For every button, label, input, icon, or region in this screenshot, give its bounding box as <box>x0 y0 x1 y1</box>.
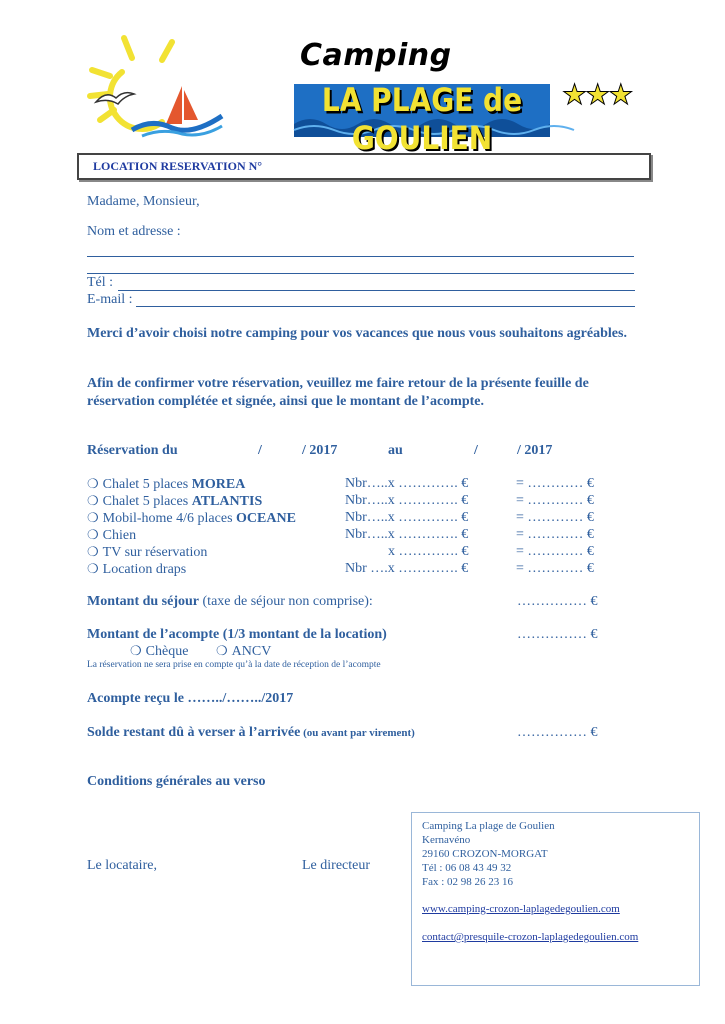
checkbox-icon[interactable]: ❍ <box>87 561 99 576</box>
checkbox-icon[interactable]: ❍ <box>87 510 99 525</box>
acompte-notice: La réservation ne sera prise en compte qu’à la date de réception de l’acompte <box>87 660 381 670</box>
item-quantity[interactable]: Nbr ….x …………. € <box>345 561 469 576</box>
contact-box <box>411 812 700 986</box>
contact-name: Camping La plage de Goulien <box>422 820 555 832</box>
contact-fax: Fax : 02 98 26 23 16 <box>422 876 514 888</box>
item-quantity[interactable]: Nbr…..x …………. € <box>345 510 469 525</box>
date-slash-1[interactable]: / <box>258 443 262 458</box>
signature-directeur[interactable]: Le directeur <box>302 858 371 873</box>
item-name: Location draps <box>102 562 187 577</box>
date-year-1[interactable]: / 2017 <box>302 443 338 458</box>
signature-locataire[interactable]: Le locataire, <box>87 858 157 873</box>
payment-ancv[interactable] <box>216 643 271 660</box>
item-quantity[interactable]: Nbr…..x …………. € <box>345 476 469 491</box>
cheque-label: Chèque <box>145 644 189 659</box>
acompte-label: Montant de l’acompte (1/3 montant de la location) <box>87 627 387 642</box>
email-line[interactable] <box>136 306 635 307</box>
contact-city: 29160 CROZON-MORGAT <box>422 848 548 860</box>
contact-tel: Tél : 06 08 43 49 32 <box>422 862 512 874</box>
payment-cheque[interactable] <box>130 643 188 660</box>
name-address-line-2[interactable] <box>87 273 634 274</box>
conditions-text: Conditions générales au verso <box>87 774 266 789</box>
acompte-value[interactable]: …………… € <box>517 627 598 642</box>
reservation-label: LOCATION RESERVATION N° <box>93 159 263 173</box>
list-item[interactable] <box>87 476 627 493</box>
name-address-label: Nom et adresse : <box>87 224 181 239</box>
website-link[interactable]: www.camping-crozon-laplagedegoulien.com <box>422 903 620 915</box>
list-item[interactable] <box>87 561 627 578</box>
camping-title: Camping <box>300 38 452 73</box>
item-total[interactable]: = ………… € <box>516 510 594 525</box>
items-list <box>87 476 627 578</box>
checkbox-icon[interactable]: ❍ <box>87 544 99 559</box>
solde-note: (ou avant par virement) <box>300 727 415 739</box>
montant-value[interactable]: …………… € <box>517 594 598 609</box>
checkbox-icon[interactable]: ❍ <box>216 643 228 658</box>
list-item[interactable] <box>87 510 627 527</box>
item-quantity[interactable]: Nbr…..x …………. € <box>345 493 469 508</box>
contact-details <box>422 819 555 889</box>
item-quantity[interactable]: x …………. € <box>388 544 469 559</box>
date-au: au <box>388 443 403 458</box>
camping-logo <box>82 32 232 142</box>
reservation-date-label: Réservation du <box>87 443 178 458</box>
checkbox-icon[interactable]: ❍ <box>87 527 99 542</box>
campsite-banner <box>294 81 550 157</box>
name-address-line-1[interactable] <box>87 256 634 257</box>
list-item[interactable] <box>87 493 627 510</box>
item-name: Mobil-home 4/6 places <box>102 511 237 526</box>
list-item[interactable] <box>87 527 627 544</box>
item-name-bold: ATLANTIS <box>191 494 263 509</box>
solde-label: Solde restant dû à verser à l’arrivée <box>87 725 301 740</box>
contact-place: Kernavéno <box>422 834 471 846</box>
montant-note: (taxe de séjour non comprise): <box>199 594 373 609</box>
date-year-2[interactable]: / 2017 <box>517 443 553 458</box>
item-name-bold: OCEANE <box>236 511 296 526</box>
thanks-paragraph: Merci d’avoir choisi notre camping pour vos vacances que nous vous souhaitons agréables. <box>87 326 627 341</box>
item-total[interactable]: = ………… € <box>516 493 594 508</box>
solde <box>87 725 415 741</box>
item-name: TV sur réservation <box>102 545 208 560</box>
montant-sejour <box>87 594 373 610</box>
solde-value[interactable]: …………… € <box>517 725 598 740</box>
confirm-paragraph: Afin de confirmer votre réservation, veuillez me faire retour de la présente feuille de réservation complétée et signée, ainsi que le montant de l’acompte. <box>87 376 589 409</box>
item-total[interactable]: = ………… € <box>516 561 594 576</box>
item-name-bold: MOREA <box>191 477 246 492</box>
greeting: Madame, Monsieur, <box>87 194 200 209</box>
montant-label: Montant du séjour <box>87 594 200 609</box>
banner-text: LA PLAGE de GOULIEN <box>321 81 523 157</box>
item-total[interactable]: = ………… € <box>516 476 594 491</box>
item-name: Chalet 5 places <box>102 494 192 509</box>
item-quantity[interactable]: Nbr…..x …………. € <box>345 527 469 542</box>
checkbox-icon[interactable]: ❍ <box>87 476 99 491</box>
checkbox-icon[interactable]: ❍ <box>130 643 142 658</box>
rating-stars: ★★★ <box>562 78 632 111</box>
item-name: Chien <box>102 528 137 543</box>
item-total[interactable]: = ………… € <box>516 527 594 542</box>
checkbox-icon[interactable]: ❍ <box>87 493 99 508</box>
acompte-recu[interactable]: Acompte reçu le ……../……../2017 <box>87 691 294 706</box>
tel-line[interactable] <box>118 290 635 291</box>
date-slash-2[interactable]: / <box>474 443 478 458</box>
ancv-label: ANCV <box>231 644 272 659</box>
reservation-number-box <box>77 153 651 180</box>
tel-label: Tél : <box>87 275 114 290</box>
item-total[interactable]: = ………… € <box>516 544 594 559</box>
email-label: E-mail : <box>87 292 133 307</box>
item-name: Chalet 5 places <box>102 477 192 492</box>
list-item[interactable] <box>87 544 627 561</box>
email-link[interactable]: contact@presquile-crozon-laplagedegoulien.com <box>422 931 639 943</box>
